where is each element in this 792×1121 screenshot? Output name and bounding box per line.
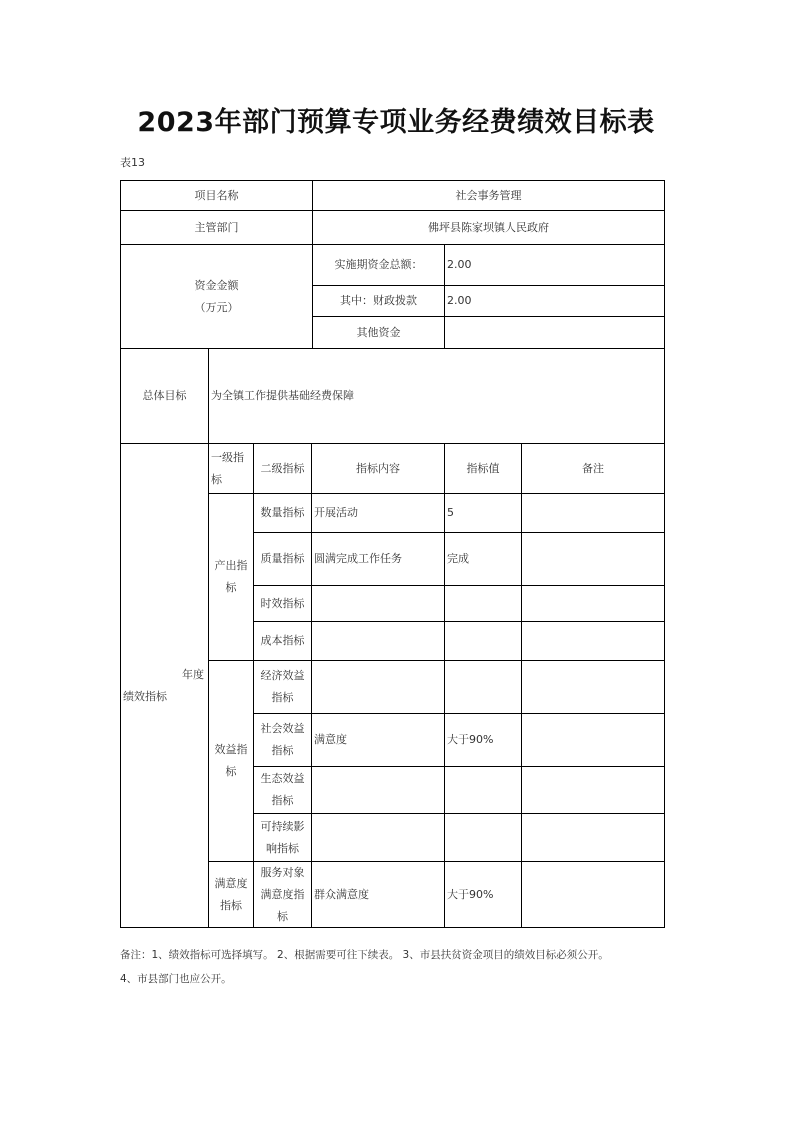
benefit-level2-line2: 指标: [271, 744, 294, 757]
annual-label-line2: 绩效指标: [123, 689, 167, 703]
footnote-line1: 备注：1、绩效指标可选择填写。 2、根据需要可往下续表。 3、市县扶贫资金项目的绩效目标必须公开。: [120, 949, 609, 961]
output-level2: 数量指标: [253, 493, 312, 533]
finance-fund-value: 2.00: [444, 285, 665, 317]
header-level2: 二级指标: [253, 443, 312, 494]
project-name-label: 项目名称: [120, 180, 313, 211]
satisfaction-level2-line2: 满意度指: [260, 887, 305, 901]
benefit-level2-line1: 生态效益: [260, 772, 305, 785]
benefit-level2: [253, 813, 312, 862]
output-value: [444, 585, 522, 622]
satisfaction-level2-line1: 服务对象: [260, 865, 305, 879]
header-level1: [208, 443, 254, 494]
output-content: 圆满完成工作任务: [311, 532, 445, 586]
benefit-level2: [253, 660, 312, 714]
benefit-value: 大于90%: [444, 713, 522, 767]
total-fund-value: 2.00: [444, 244, 665, 286]
output-level2: 质量指标: [253, 532, 312, 586]
output-content: [311, 585, 445, 622]
fund-label-line1: 资金金额: [194, 278, 239, 292]
dept-value: 佛坪县陈家坝镇人民政府: [312, 210, 665, 245]
benefit-level2: [253, 713, 312, 767]
benefit-remark: [521, 660, 665, 714]
benefit-indicator-label: [208, 660, 254, 862]
benefit-content: [311, 766, 445, 814]
output-remark: [521, 493, 665, 533]
satisfaction-level2-line3: 标: [277, 909, 288, 923]
benefit-content: 满意度: [311, 713, 445, 767]
benefit-content: [311, 660, 445, 714]
satisfaction-label-line1: 满意度: [214, 876, 248, 890]
benefit-label-line2: 标: [225, 765, 237, 778]
benefit-level2-line1: 社会效益: [260, 722, 305, 735]
benefit-level2-line1: 可持续影: [260, 819, 305, 833]
annual-indicators-label: [120, 443, 209, 928]
benefit-remark: [521, 766, 665, 814]
output-label-line1: 产出指: [214, 559, 248, 572]
benefit-remark: [521, 813, 665, 862]
satisfaction-value: 大于90%: [444, 861, 522, 928]
table-number: 表13: [120, 156, 145, 169]
output-remark: [521, 532, 665, 586]
total-fund-label: 实施期资金总额：: [312, 244, 445, 286]
footnote-line2: 4、市县部门也应公开。: [120, 973, 232, 985]
output-remark: [521, 585, 665, 622]
output-value: [444, 621, 522, 661]
other-fund-value: [444, 316, 665, 349]
satisfaction-label-line2: 指标: [220, 898, 242, 912]
benefit-value: [444, 766, 522, 814]
benefit-level2-line2: 响指标: [266, 841, 299, 855]
document-title: 2023年部门预算专项业务经费绩效目标表: [137, 107, 655, 138]
benefit-label-line1: 效益指: [214, 743, 248, 756]
output-value: 5: [444, 493, 522, 533]
output-remark: [521, 621, 665, 661]
output-level2: 成本指标: [253, 621, 312, 661]
satisfaction-content: 群众满意度: [311, 861, 445, 928]
benefit-level2-line2: 指标: [271, 691, 294, 704]
output-value: 完成: [444, 532, 522, 586]
benefit-value: [444, 813, 522, 862]
project-name-value: 社会事务管理: [312, 180, 665, 211]
output-label-line2: 标: [225, 581, 237, 594]
header-content: 指标内容: [311, 443, 445, 494]
header-level1-line1: 一级指: [211, 450, 244, 464]
header-level1-line2: 标: [211, 472, 222, 486]
output-indicator-label: [208, 493, 254, 661]
benefit-level2-line2: 指标: [271, 794, 294, 807]
dept-label: 主管部门: [120, 210, 313, 245]
annual-label-line1: 年度: [182, 667, 204, 681]
footnote: [120, 943, 680, 991]
header-value: 指标值: [444, 443, 522, 494]
goal-label: 总体目标: [120, 348, 209, 444]
satisfaction-remark: [521, 861, 665, 928]
satisfaction-level2: [253, 861, 312, 928]
header-remark: 备注: [521, 443, 665, 494]
benefit-content: [311, 813, 445, 862]
finance-fund-label: 其中：财政拨款: [312, 285, 445, 317]
benefit-level2: [253, 766, 312, 814]
fund-label-line2: （万元）: [194, 300, 239, 314]
output-content: [311, 621, 445, 661]
benefit-remark: [521, 713, 665, 767]
output-level2: 时效指标: [253, 585, 312, 622]
satisfaction-indicator-label: [208, 861, 254, 928]
fund-label: [120, 244, 313, 349]
output-content: 开展活动: [311, 493, 445, 533]
benefit-level2-line1: 经济效益: [260, 669, 305, 682]
other-fund-label: 其他资金: [312, 316, 445, 349]
goal-value: 为全镇工作提供基础经费保障: [208, 348, 665, 444]
benefit-value: [444, 660, 522, 714]
